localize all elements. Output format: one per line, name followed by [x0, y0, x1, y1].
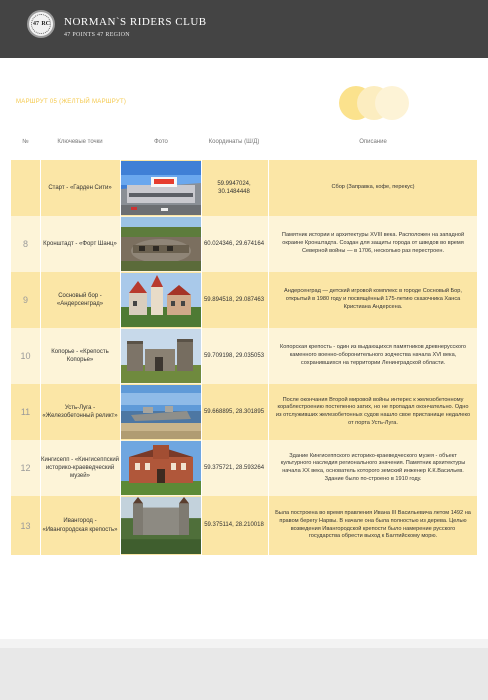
row-photo: [121, 496, 201, 555]
row-description: Здание Кингисеппского историко-краеведческого музея - объект культурного наследия регионального значения. Памятник архитектуры начала XX века, основатель которого земский инженер К.К.Васильев. Здание было по-строено в 1910 году.: [280, 452, 466, 482]
row-number: 12: [20, 463, 31, 473]
row-number: 8: [22, 239, 28, 249]
route-title: МАРШРУТ 05 (ЖЕЛТЫЙ МАРШРУТ): [16, 99, 127, 105]
row-coordinates: 60.024346, 29.674164: [203, 240, 265, 247]
table-row: [11, 272, 477, 328]
club-name: NORMAN`S RIDERS CLUB: [64, 16, 207, 28]
row-coordinates: 59.894518, 29.087463: [203, 296, 265, 303]
row-photo: [121, 160, 201, 216]
row-photo: [121, 328, 201, 384]
row-point: Усть-Луга - «Железобетонный реликт»: [42, 404, 118, 419]
row-photo: [121, 384, 201, 440]
row-coordinates: 59.375721, 28.593264: [203, 464, 265, 471]
logo-number: 47: [33, 21, 39, 27]
page-footer: [0, 639, 488, 700]
table-header: [11, 126, 477, 160]
header-coords: Координаты (Ш/Д): [208, 139, 260, 146]
row-number: 10: [20, 351, 31, 361]
row-number: 11: [20, 407, 31, 417]
table-row: [11, 384, 477, 440]
row-coordinates: 59.668895, 28.301895: [203, 408, 265, 415]
row-number: 9: [22, 295, 28, 305]
route-table: [11, 126, 477, 555]
koporye-fortress-photo: [121, 329, 201, 383]
row-description: Андерсенград — детский игровой комплекс в городе Сосновый Бор, открытый в 1980 году и посвящённый 175-летию сказочника Ханса Кристиана Андерсена.: [284, 288, 462, 310]
header-num: №: [22, 139, 29, 146]
row-coordinates: 59.9947024, 30.1484448: [217, 180, 251, 195]
row-point: Старт - «Гарден Сити»: [48, 184, 112, 191]
fort-ruins-photo: [121, 217, 201, 271]
row-photo: [121, 272, 201, 328]
museum-building-photo: [121, 441, 201, 495]
page-header: [0, 0, 488, 58]
row-photo: [121, 440, 201, 496]
row-point: Кингисепп - «Кингисеппский историко-краеведческий музей»: [40, 456, 120, 480]
row-point: Копорье - «Крепость Копорье»: [51, 348, 109, 363]
header-points: Ключевые точки: [57, 139, 103, 146]
row-description: Сбор (Заправка, кофе, перекус): [331, 184, 415, 191]
table-row: [11, 496, 477, 555]
table-row: [11, 440, 477, 496]
row-photo: [121, 216, 201, 272]
row-description: После окончания Второй мировой войны интерес к железобетонному кораблестроению постепенно затих, но не пропадал окончательно. Одно из отслуживших железобетонных судов нашло свое пристанище недалеко от порта Усть-Луга.: [275, 396, 471, 426]
club-logo: [27, 10, 55, 38]
row-description: Была построена во время правления Ивана III Васильевича летом 1492 на правом берегу Нарвы. В начале она была полностью из дерева. Целью возведения Ивангородской крепости было намерение русского государства обрести выход к Балтийскому морю.: [275, 510, 471, 540]
concrete-ship-photo: [121, 385, 201, 439]
header-photo: Фото: [154, 139, 168, 146]
row-point: Кронштадт - «Форт Шанц»: [43, 240, 117, 247]
row-description: Копорская крепость - один из выдающихся памятников древнерусского каменного военно-оборонительного зодчества начала XVI века, сохранившихся на территории Ленинградской области.: [279, 344, 467, 366]
row-number: [11, 160, 40, 216]
row-point: Сосновый бор - «Андерсенград»: [56, 292, 104, 307]
row-point: Ивангород - «Ивангородская крепость»: [42, 518, 118, 533]
logo-initials: RC: [41, 21, 50, 27]
header-desc: Описание: [359, 139, 387, 146]
fairytale-town-photo: [121, 273, 201, 327]
table-row: [11, 328, 477, 384]
row-coordinates: 59.709198, 29.035053: [203, 352, 265, 359]
table-row: [11, 160, 477, 216]
row-description: Памятник истории и архитектуры XVIII века. Расположен на западной окраине Кронштадта. Создан для защиты города от шведов во время Северной войны — в 1706, несколько раз перестроен.: [281, 232, 465, 254]
footer-band: [0, 639, 488, 648]
shopping-center-photo: [121, 161, 201, 215]
table-row: [11, 216, 477, 272]
decor-circle-3: [375, 86, 409, 120]
ivangorod-fortress-photo: [121, 497, 201, 554]
club-subtitle: 47 POINTS 47 REGION: [64, 32, 130, 38]
row-number: 13: [20, 520, 31, 531]
row-coordinates: 59.375114, 28.210018: [204, 522, 264, 529]
